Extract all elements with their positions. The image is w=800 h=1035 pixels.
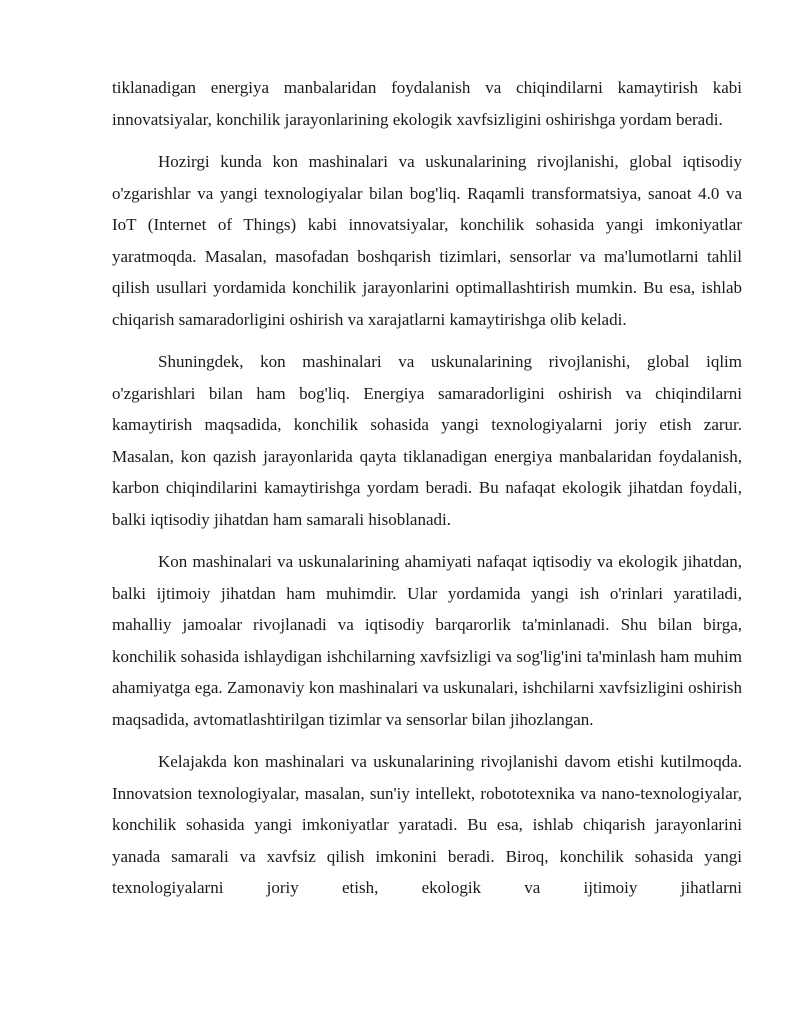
paragraph-4: Kon mashinalari va uskunalarining ahamiyati nafaqat iqtisodiy va ekologik jihatdan, balki ijtimoiy jihatdan ham muhimdir. Ular yordamida yangi ish o'rinlari yaratiladi, mahalliy jamoalar rivojlanadi va iqtisodiy barqarorlik ta'minlanadi. Shu bilan birga, konchilik sohasida ishlaydigan ishchilarning xavfsizligi va sog'lig'ini ta'minlash ham muhim ahamiyatga ega. Zamonaviy kon mashinalari va uskunalari, ishchilarni xavfsizligini oshirish maqsadida, avtomatlashtirilgan tizimlar va sensorlar bilan jihozlangan.	[112, 552, 742, 729]
paragraph-2: Hozirgi kunda kon mashinalari va uskunalarining rivojlanishi, global iqtisodiy o'zgarishlar va yangi texnologiyalar bilan bog'liq. Raqamli transformatsiya, sanoat 4.0 va IoT (Internet of Things) kabi innovatsiyalar, konchilik sohasida yangi imkoniyatlar yaratmoqda. Masalan, masofadan boshqarish tizimlari, sensorlar va ma'lumotlarni tahlil qilish usullari yordamida konchilik jarayonlarini optimallashtirish mumkin. Bu esa, ishlab chiqarish samaradorligini oshirish va xarajatlarni kamaytirishga olib keladi.	[112, 152, 742, 329]
paragraph-3: Shuningdek, kon mashinalari va uskunalarining rivojlanishi, global iqlim o'zgarishlari bilan ham bog'liq. Energiya samaradorligini oshirish va chiqindilarni kamaytirish maqsadida, konchilik sohasida yangi texnologiyalarni joriy etish zarur. Masalan, kon qazish jarayonlarida qayta tiklanadigan energiya manbalaridan foydalanish, karbon chiqindilarini kamaytirishga yordam beradi. Bu nafaqat ekologik jihatdan foydali, balki iqtisodiy jihatdan ham samarali hisoblanadi.	[112, 352, 742, 529]
paragraph-1: tiklanadigan energiya manbalaridan foydalanish va chiqindilarni kamaytirish kabi innovatsiyalar, konchilik jarayonlarining ekologik xavfsizligini oshirishga yordam beradi.	[112, 78, 742, 129]
paragraph-5: Kelajakda kon mashinalari va uskunalarining rivojlanishi davom etishi kutilmoqda. Innovatsion texnologiyalar, masalan, sun'iy intellekt, robototexnika va nano-texnologiyalar, konchilik sohasida yangi imkoniyatlar yaratadi. Bu esa, ishlab chiqarish jarayonlarini yanada samarali va xavfsiz qilish imkonini beradi. Biroq, konchilik sohasida yangi texnologiyalarni joriy etish, ekologik va ijtimoiy jihatlarni	[112, 752, 742, 897]
document-page	[112, 72, 742, 915]
